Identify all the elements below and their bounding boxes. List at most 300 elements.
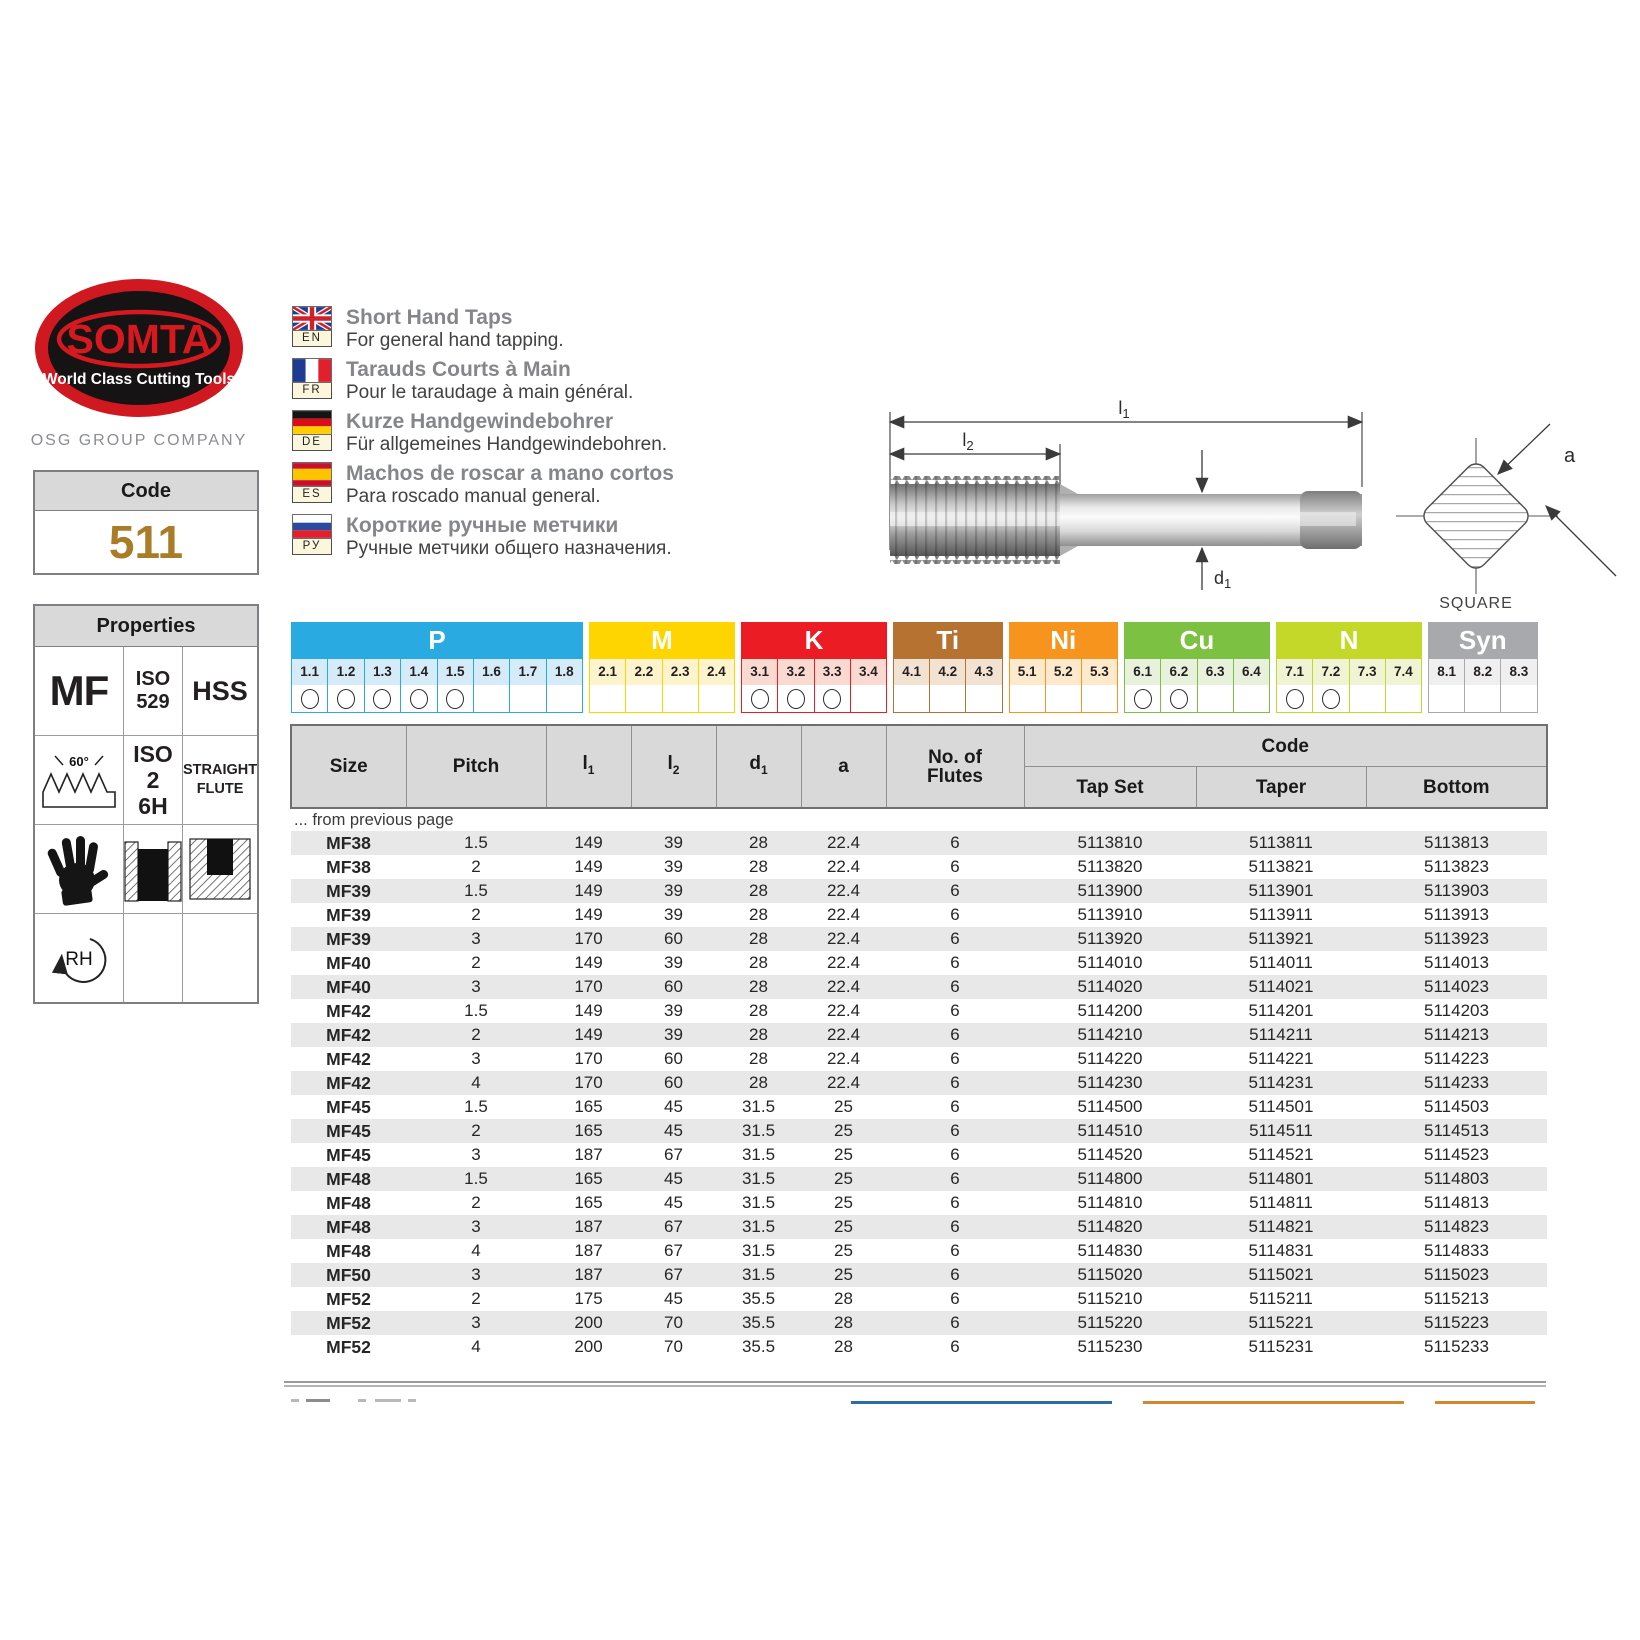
cell: 1.5 (464, 1097, 488, 1116)
cell: 28 (749, 1025, 768, 1044)
cell: 5114013 (1424, 953, 1489, 972)
cutoff-footer-line-orange (1435, 1401, 1535, 1404)
cell: 60 (664, 1049, 683, 1068)
cell: 5114501 (1248, 1097, 1314, 1116)
cell: 5115231 (1248, 1337, 1314, 1356)
continuation-note-row (291, 808, 1547, 831)
dim-d1-label: $d_1$ (1214, 568, 1232, 591)
cell: 28 (749, 1073, 768, 1092)
material-grid (291, 659, 583, 713)
cell: 5113811 (1249, 833, 1313, 852)
col-header-pitch: Pitch (406, 725, 546, 808)
cutoff-footer-line-orange (1143, 1401, 1404, 1404)
material-cell-8.3: 8.3 (1501, 659, 1536, 685)
cell: 6 (950, 1313, 960, 1332)
applicability-circle (301, 689, 319, 709)
cell: 25 (834, 1241, 853, 1260)
cell: 39 (664, 833, 683, 852)
table-row (291, 903, 1547, 927)
table-row (291, 951, 1547, 975)
cell: 6 (950, 1097, 960, 1116)
tap-dimension-diagram (872, 392, 1420, 597)
cell: 5115230 (1077, 1337, 1143, 1356)
cell: 31.5 (741, 1145, 776, 1164)
cell: 28 (834, 1289, 853, 1308)
cell: 25 (834, 1097, 853, 1116)
cell-size: MF48 (326, 1217, 371, 1237)
cell: 149 (574, 857, 603, 876)
cell: 187 (574, 1241, 603, 1260)
material-group-ni (1009, 622, 1119, 713)
cell: 6 (950, 977, 960, 996)
material-mark-cell-6.2 (1161, 685, 1197, 712)
code-box-value: 511 (35, 511, 257, 573)
cutoff-footer-line-blue (851, 1401, 1112, 1404)
material-group-label: Ni (1009, 622, 1119, 659)
svg-text:RH: RH (65, 949, 93, 970)
blind-hole-icon (183, 825, 257, 914)
cell: 5115020 (1077, 1265, 1143, 1284)
col-header-a: a (801, 725, 886, 808)
material-grid (589, 659, 735, 713)
table-row (291, 1239, 1547, 1263)
material-cell-8.2: 8.2 (1465, 659, 1501, 685)
cell-size: MF45 (326, 1121, 371, 1141)
cell: 5113913 (1424, 905, 1489, 924)
cell-size: MF45 (326, 1097, 371, 1117)
material-group-syn (1428, 622, 1538, 713)
material-cell-4.1: 4.1 (894, 659, 930, 685)
material-mark-cell-7.3 (1350, 685, 1386, 712)
property-empty-1 (124, 914, 183, 1002)
cell: 67 (664, 1265, 683, 1284)
cell: 6 (950, 1169, 960, 1188)
table-row (291, 1311, 1547, 1335)
material-group-label: Cu (1124, 622, 1270, 659)
cell: 6 (950, 1025, 960, 1044)
material-mark-cell-1.3 (365, 685, 401, 712)
material-mark-cell-6.1 (1125, 685, 1161, 712)
cell: 6 (950, 857, 960, 876)
cell-size: MF39 (326, 905, 371, 925)
cell: 3 (471, 929, 481, 948)
cell: 5113900 (1077, 881, 1143, 900)
product-subtitle-es: Para roscado manual general. (346, 486, 601, 507)
cell: 6 (950, 953, 960, 972)
material-group-n (1276, 622, 1422, 713)
cell: 22.4 (826, 1025, 861, 1044)
cell: 6 (950, 1265, 960, 1284)
table-row (291, 831, 1547, 855)
table-row (291, 1095, 1547, 1119)
cell: 60 (664, 1073, 683, 1092)
cell: 1.5 (464, 833, 488, 852)
material-group-label: Syn (1428, 622, 1538, 659)
cell: 5114203 (1424, 1001, 1489, 1020)
table-row (291, 1071, 1547, 1095)
cell: 149 (574, 1001, 603, 1020)
material-cell-6.1: 6.1 (1125, 659, 1161, 685)
cell: 5114500 (1077, 1097, 1143, 1116)
cell: 5114210 (1077, 1025, 1143, 1044)
material-cell-1.1: 1.1 (292, 659, 328, 685)
cell: 45 (664, 1289, 683, 1308)
cell: 2 (471, 1289, 481, 1308)
col-header-taper: Taper (1196, 767, 1366, 809)
material-mark-cell-8.3 (1501, 685, 1536, 712)
cell: 39 (664, 857, 683, 876)
cell: 28 (749, 1001, 768, 1020)
material-cell-1.6: 1.6 (474, 659, 510, 685)
material-mark-cell-2.2 (626, 685, 662, 712)
material-mark-row (1125, 685, 1269, 712)
cell: 5114520 (1077, 1145, 1143, 1164)
cell: 6 (950, 1001, 960, 1020)
cell: 5114503 (1424, 1097, 1489, 1116)
cell: 5115221 (1248, 1313, 1314, 1332)
material-cell-1.2: 1.2 (328, 659, 364, 685)
cell: 28 (749, 977, 768, 996)
glove-icon (35, 825, 124, 914)
property-flute: STRAIGHT FLUTE (183, 736, 257, 825)
cell: 5114011 (1249, 953, 1313, 972)
cell: 6 (950, 833, 960, 852)
cell: 6 (950, 929, 960, 948)
table-row (291, 975, 1547, 999)
material-cell-7.2: 7.2 (1313, 659, 1349, 685)
cell: 39 (664, 1001, 683, 1020)
col-header-l2: $l_2$ (631, 725, 716, 808)
cell: 170 (574, 977, 603, 996)
cell: 3 (471, 1313, 481, 1332)
applicability-circle (1286, 689, 1304, 709)
material-grid (893, 659, 1003, 713)
cell: 28 (749, 857, 768, 876)
cell: 67 (664, 1217, 683, 1236)
cell: 5114211 (1249, 1025, 1313, 1044)
material-mark-row (1429, 685, 1537, 712)
cell: 5113920 (1077, 929, 1143, 948)
dim-a-label: a (1564, 445, 1576, 467)
cell: 31.5 (741, 1121, 776, 1140)
cell: 5114201 (1248, 1001, 1314, 1020)
material-mark-cell-4.3 (966, 685, 1001, 712)
property-standard: ISO 529 (124, 647, 183, 736)
code-box (33, 470, 259, 575)
lang-entry-de (292, 410, 892, 462)
cell: 45 (664, 1193, 683, 1212)
material-mark-cell-1.6 (474, 685, 510, 712)
cell-size: MF40 (326, 953, 371, 973)
cell: 28 (834, 1337, 853, 1356)
product-subtitle-de: Für allgemeines Handgewindebohren. (346, 434, 668, 455)
material-mark-cell-1.4 (401, 685, 437, 712)
flag-fr-icon (292, 358, 332, 383)
cell: 28 (749, 929, 768, 948)
material-number-row (1277, 659, 1421, 685)
flag-es-icon (292, 462, 332, 487)
cell: 25 (834, 1217, 853, 1236)
cell: 187 (574, 1265, 603, 1284)
cell: 175 (574, 1289, 603, 1308)
cell: 5114820 (1077, 1217, 1143, 1236)
cell: 3 (471, 1049, 481, 1068)
material-mark-cell-4.1 (894, 685, 930, 712)
cell: 149 (574, 905, 603, 924)
cell: 4 (471, 1241, 481, 1260)
lang-code: EN (292, 331, 332, 347)
cell: 2 (471, 905, 481, 924)
cell: 5113910 (1077, 905, 1143, 924)
cell: 6 (950, 1241, 960, 1260)
material-mark-cell-1.8 (547, 685, 582, 712)
cell: 3 (471, 1145, 481, 1164)
material-mark-cell-1.7 (510, 685, 546, 712)
cell: 67 (664, 1241, 683, 1260)
spec-table (290, 724, 1548, 1359)
material-cell-7.1: 7.1 (1277, 659, 1313, 685)
flag-en-icon (292, 306, 332, 331)
cell: 22.4 (826, 1073, 861, 1092)
cell: 5115211 (1249, 1289, 1313, 1308)
cell: 22.4 (826, 905, 861, 924)
material-cell-4.3: 4.3 (966, 659, 1001, 685)
applicability-circle (337, 689, 355, 709)
spec-table-wrap (290, 724, 1548, 1359)
cell: 5114233 (1424, 1073, 1489, 1092)
cell: 5114213 (1424, 1025, 1489, 1044)
somta-logo (33, 277, 245, 419)
materials-bar (291, 622, 1538, 713)
cell: 5114831 (1248, 1241, 1314, 1260)
cell: 5114803 (1424, 1169, 1489, 1188)
material-group-ti (893, 622, 1003, 713)
material-mark-cell-1.2 (328, 685, 364, 712)
dim-l2-label: $l_2$ (962, 430, 974, 453)
cell: 2 (471, 953, 481, 972)
cell: 200 (574, 1337, 603, 1356)
material-cell-5.2: 5.2 (1046, 659, 1082, 685)
cell: 70 (664, 1313, 683, 1332)
material-grid (1124, 659, 1270, 713)
cell: 5113813 (1424, 833, 1489, 852)
cell: 2 (471, 1121, 481, 1140)
through-hole-icon (124, 825, 183, 914)
cell: 5113810 (1077, 833, 1143, 852)
cell: 22.4 (826, 833, 861, 852)
cell: 22.4 (826, 929, 861, 948)
material-mark-cell-5.3 (1082, 685, 1117, 712)
cell: 25 (834, 1193, 853, 1212)
material-mark-cell-3.2 (778, 685, 814, 712)
table-row (291, 1215, 1547, 1239)
cell: 5114523 (1424, 1145, 1489, 1164)
cell: 5114010 (1077, 953, 1143, 972)
cutoff-text-fragment (408, 1399, 416, 1402)
cell: 1.5 (464, 1169, 488, 1188)
cell: 60 (664, 929, 683, 948)
col-header-tap-set: Tap Set (1024, 767, 1196, 809)
cell: 5113923 (1424, 929, 1489, 948)
cell: 6 (950, 1049, 960, 1068)
material-cell-1.5: 1.5 (438, 659, 474, 685)
material-group-label: P (291, 622, 583, 659)
product-title-fr: Tarauds Courts à Main (346, 358, 571, 381)
lang-code: РУ (292, 539, 332, 555)
cell: 28 (749, 905, 768, 924)
material-group-label: Ti (893, 622, 1003, 659)
material-mark-row (1010, 685, 1118, 712)
table-row (291, 1335, 1547, 1359)
material-cell-7.4: 7.4 (1386, 659, 1421, 685)
cell: 31.5 (741, 1097, 776, 1116)
cell: 39 (664, 953, 683, 972)
cell: 35.5 (741, 1289, 776, 1308)
thread-profile-icon (35, 736, 124, 825)
cell-size: MF38 (326, 857, 371, 877)
cell: 165 (574, 1169, 603, 1188)
material-mark-cell-8.1 (1429, 685, 1465, 712)
cell: 28 (749, 833, 768, 852)
cell: 31.5 (741, 1217, 776, 1236)
cell: 6 (950, 1289, 960, 1308)
product-subtitle-ru: Ручные метчики общего назначения. (346, 538, 672, 559)
cell: 2 (471, 1193, 481, 1212)
material-grid (741, 659, 887, 713)
cell-size: MF38 (326, 833, 371, 853)
cell: 5114521 (1248, 1145, 1314, 1164)
table-row (291, 1023, 1547, 1047)
cell: 4 (471, 1337, 481, 1356)
cell: 60 (664, 977, 683, 996)
cell: 5113901 (1248, 881, 1314, 900)
cell: 6 (950, 881, 960, 900)
material-cell-2.2: 2.2 (626, 659, 662, 685)
material-grid (1276, 659, 1422, 713)
product-title-es: Machos de roscar a mano cortos (346, 462, 674, 485)
product-subtitle-fr: Pour le taraudage à main général. (346, 382, 634, 403)
material-cell-2.4: 2.4 (699, 659, 734, 685)
cell-size: MF42 (326, 1001, 371, 1021)
cell: 31.5 (741, 1241, 776, 1260)
cell: 28 (749, 881, 768, 900)
cell: 3 (471, 1265, 481, 1284)
applicability-circle (1170, 689, 1188, 709)
cell: 5114020 (1077, 977, 1143, 996)
cell: 5114800 (1077, 1169, 1143, 1188)
material-cell-5.1: 5.1 (1010, 659, 1046, 685)
material-group-label: N (1276, 622, 1422, 659)
cell: 149 (574, 833, 603, 852)
cell: 22.4 (826, 977, 861, 996)
material-mark-row (1277, 685, 1421, 712)
material-number-row (742, 659, 886, 685)
applicability-circle (410, 689, 428, 709)
table-row (291, 1143, 1547, 1167)
cell-size: MF52 (326, 1313, 371, 1333)
cell: 31.5 (741, 1193, 776, 1212)
material-number-row (894, 659, 1002, 685)
material-cell-1.3: 1.3 (365, 659, 401, 685)
cell-size: MF45 (326, 1145, 371, 1165)
cell: 5113823 (1424, 857, 1489, 876)
material-mark-cell-6.3 (1198, 685, 1234, 712)
table-row (291, 1167, 1547, 1191)
code-box-label: Code (35, 472, 257, 511)
cell: 170 (574, 1049, 603, 1068)
material-group-cu (1124, 622, 1270, 713)
cell: 22.4 (826, 857, 861, 876)
cell-size: MF48 (326, 1241, 371, 1261)
material-cell-3.4: 3.4 (851, 659, 886, 685)
material-mark-row (590, 685, 734, 712)
material-cell-1.4: 1.4 (401, 659, 437, 685)
cutoff-text-fragment (375, 1399, 401, 1402)
cutoff-text-fragment (358, 1399, 366, 1402)
cell: 2 (471, 857, 481, 876)
cell: 5114230 (1077, 1073, 1143, 1092)
cell: 5115213 (1424, 1289, 1489, 1308)
cell: 4 (471, 1073, 481, 1092)
cell: 5114813 (1424, 1193, 1489, 1212)
cell: 5113820 (1077, 857, 1143, 876)
cell: 5113821 (1248, 857, 1314, 876)
cell: 5114823 (1424, 1217, 1489, 1236)
lang-entry-en (292, 306, 892, 358)
material-mark-row (894, 685, 1002, 712)
cell: 3 (471, 1217, 481, 1236)
material-cell-6.4: 6.4 (1234, 659, 1269, 685)
material-mark-cell-3.4 (851, 685, 886, 712)
cell: 200 (574, 1313, 603, 1332)
cell: 45 (664, 1121, 683, 1140)
square-section-diagram (1388, 408, 1638, 613)
cell: 45 (664, 1169, 683, 1188)
col-header-bottom: Bottom (1366, 767, 1547, 809)
cell: 165 (574, 1121, 603, 1140)
cell: 1.5 (464, 1001, 488, 1020)
cell: 2 (471, 1025, 481, 1044)
product-title-en: Short Hand Taps (346, 306, 513, 329)
cell: 5114021 (1248, 977, 1314, 996)
cell: 5115223 (1424, 1313, 1489, 1332)
material-mark-cell-2.4 (699, 685, 734, 712)
material-cell-1.7: 1.7 (510, 659, 546, 685)
property-material: HSS (183, 647, 257, 736)
cell-size: MF50 (326, 1265, 371, 1285)
applicability-circle (751, 689, 769, 709)
material-cell-3.1: 3.1 (742, 659, 778, 685)
svg-text:60°: 60° (69, 754, 89, 769)
cell: 25 (834, 1145, 853, 1164)
material-cell-1.8: 1.8 (547, 659, 582, 685)
cell: 165 (574, 1193, 603, 1212)
cell: 5114833 (1424, 1241, 1489, 1260)
cell: 22.4 (826, 953, 861, 972)
lang-entry-fr (292, 358, 892, 410)
cell-size: MF42 (326, 1025, 371, 1045)
material-group-m (589, 622, 735, 713)
cell: 6 (950, 1121, 960, 1140)
lang-entry-es (292, 462, 892, 514)
flag-de-icon (292, 410, 332, 435)
cell: 5115210 (1077, 1289, 1143, 1308)
col-header-l1: $l_1$ (546, 725, 631, 808)
properties-title: Properties (35, 606, 257, 647)
cell: 22.4 (826, 1049, 861, 1068)
cell: 165 (574, 1097, 603, 1116)
cell: 39 (664, 905, 683, 924)
